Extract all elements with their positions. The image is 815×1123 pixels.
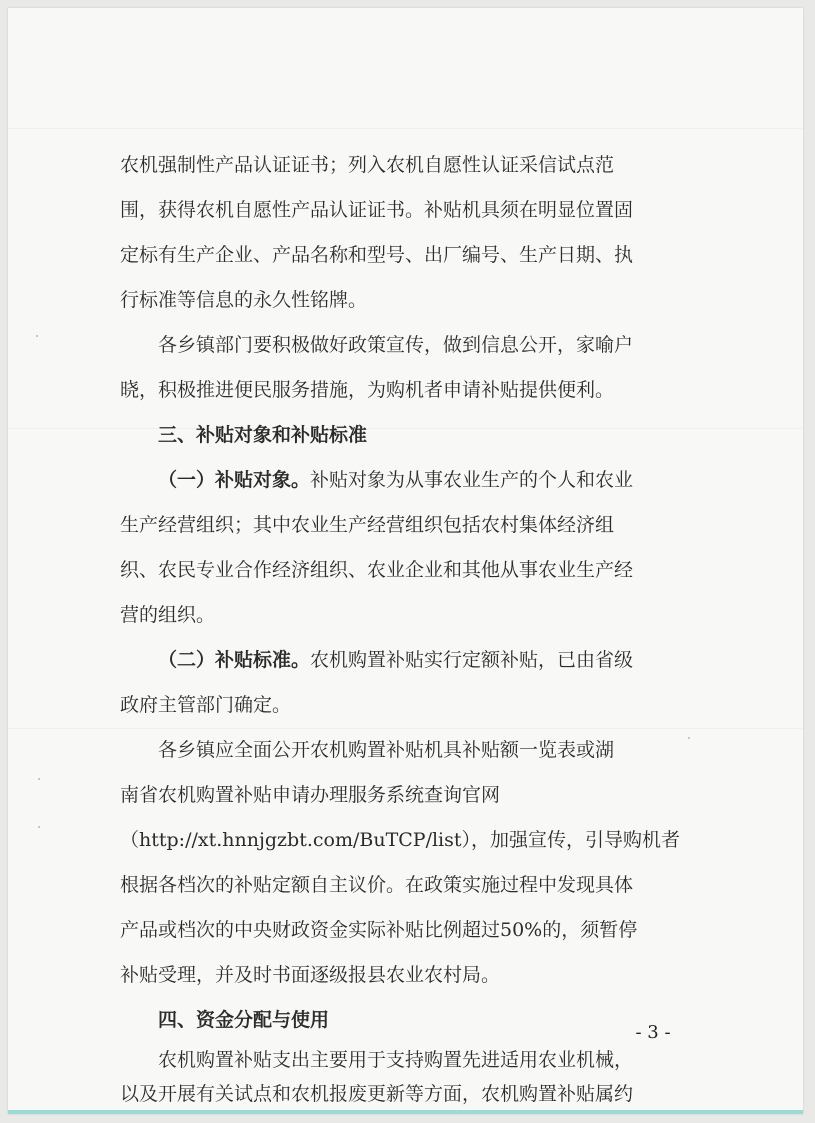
page-number: - 3 - — [635, 1022, 671, 1043]
body-line: 定标有生产企业、产品名称和型号、出厂编号、生产日期、执 — [120, 244, 634, 266]
paragraph-subsidy-target — [158, 462, 685, 498]
subsidy-standard-text: 农机购置补贴实行定额补贴，已由省级 — [310, 649, 634, 671]
paragraph-subsidy-standard — [158, 642, 685, 678]
section-heading-3: 三、补贴对象和补贴标准 — [158, 424, 368, 446]
body-line: 产品或档次的中央财政资金实际补贴比例超过50%的，须暂停 — [120, 919, 638, 941]
body-line: 政府主管部门确定。 — [120, 694, 292, 716]
scan-edge — [8, 1110, 803, 1114]
body-line: 南省农机购置补贴申请办理服务系统查询官网 — [120, 784, 501, 806]
body-line: 农机强制性产品认证证书；列入农机自愿性认证采信试点范 — [120, 154, 615, 176]
official-url-line: （http://xt.hnnjgzbt.com/BuTCP/list），加强宣传，引导购机者 — [120, 829, 681, 851]
scan-speck — [38, 826, 40, 828]
body-line: 根据各档次的补贴定额自主议价。在政策实施过程中发现具体 — [120, 874, 634, 896]
scan-speck — [688, 737, 690, 739]
scan-artifact — [8, 128, 803, 129]
scan-speck — [36, 335, 38, 337]
subsidy-target-text: 补贴对象为从事农业生产的个人和农业 — [310, 469, 634, 491]
subsidy-target-lead: （一）补贴对象。 — [158, 469, 311, 491]
body-line: 补贴受理，并及时书面逐级报县农业农村局。 — [120, 964, 501, 986]
body-line: 围，获得农机自愿性产品认证证书。补贴机具须在明显位置固 — [120, 199, 634, 221]
body-line: 营的组织。 — [120, 604, 216, 626]
body-line: 以及开展有关试点和农机报废更新等方面，农机购置补贴属约 — [120, 1083, 634, 1105]
body-line: 织、农民专业合作经济组织、农业企业和其他从事农业生产经 — [120, 559, 634, 581]
body-line: 生产经营组织；其中农业生产经营组织包括农村集体经济组 — [120, 514, 615, 536]
body-line: 各乡镇应全面公开农机购置补贴机具补贴额一览表或湖 — [158, 739, 615, 761]
body-line: 各乡镇部门要积极做好政策宣传，做到信息公开，家喻户 — [158, 334, 634, 356]
body-line: 行标准等信息的永久性铭牌。 — [120, 289, 368, 311]
document-page — [8, 8, 803, 1114]
scan-speck — [38, 778, 40, 780]
section-heading-4: 四、资金分配与使用 — [158, 1009, 330, 1031]
subsidy-standard-lead: （二）补贴标准。 — [158, 649, 311, 671]
scan-artifact — [8, 728, 803, 729]
body-line: 晓，积极推进便民服务措施，为购机者申请补贴提供便利。 — [120, 379, 615, 401]
body-line: 农机购置补贴支出主要用于支持购置先进适用农业机械， — [158, 1049, 634, 1071]
